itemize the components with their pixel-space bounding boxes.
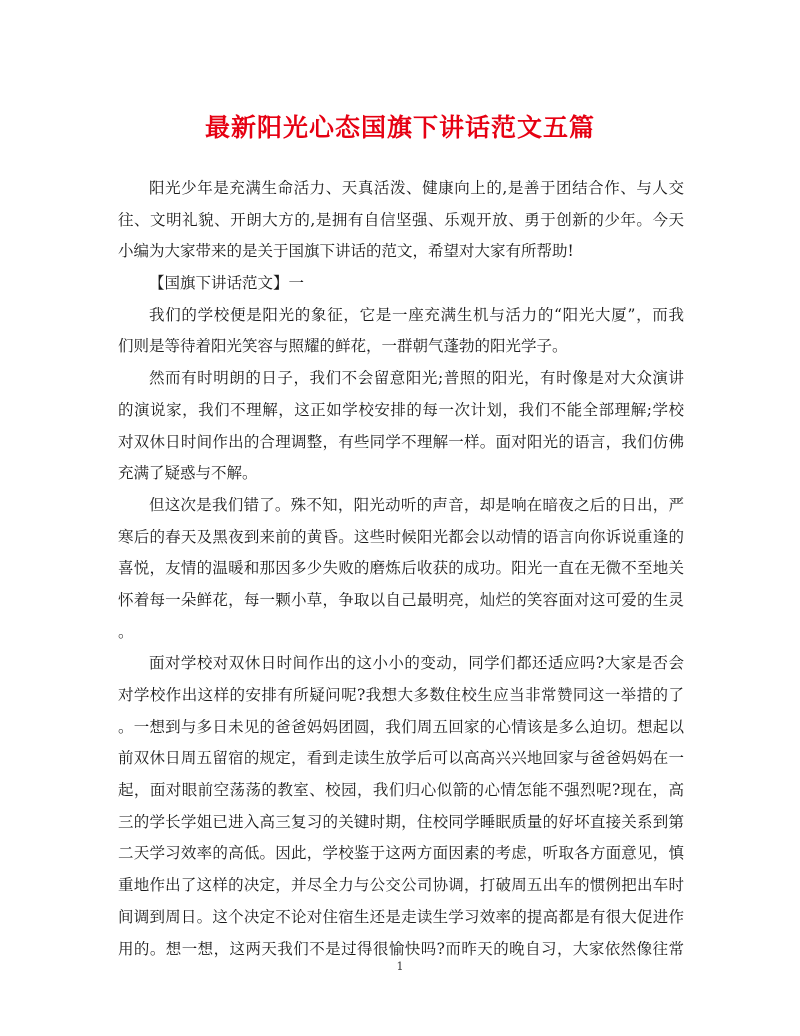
text-line: 对学校作出这样的安排有所疑问呢?我想大多数住校生应当非常赞同这一举措的了	[118, 686, 684, 704]
page-title: 最新阳光心态国旗下讲话范文五篇	[204, 113, 595, 142]
text-line: 【国旗下讲话范文】一	[149, 274, 305, 293]
text-line: 前双休日周五留宿的规定，看到走读生放学后可以高高兴兴地回家与爸爸妈妈在一	[118, 749, 684, 768]
text-line: 小编为大家带来的是关于国旗下讲话的范文，希望对大家有所帮助!	[118, 242, 574, 261]
text-line: 然而有时明朗的日子，我们不会留意阳光;普照的阳光，有时像是对大众演讲	[149, 369, 684, 388]
text-line: 充满了疑惑与不解。	[118, 464, 258, 483]
text-line: 们则是等待着阳光笑容与照耀的鲜花，一群朝气蓬勃的阳光学子。	[118, 337, 568, 356]
text-line: 用的。想一想，这两天我们不是过得很愉快吗?而昨天的晚自习，大家依然像往常	[118, 939, 684, 958]
text-line: 喜悦，友情的温暖和那因多少失败的磨炼后收获的成功。阳光一直在无微不至地关	[118, 559, 684, 578]
text-line: 寒后的春天及黑夜到来前的黄昏。这些时候阳光都会以动情的语言向你诉说重逢的	[118, 527, 684, 546]
text-line: 间调到周日。这个决定不论对住宿生还是走读生学习效率的提高都是有很大促进作	[118, 907, 684, 926]
document-body	[118, 173, 684, 965]
page-number: 1	[396, 960, 404, 973]
text-line: 的演说家，我们不理解，这正如学校安排的每一次计划，我们不能全部理解;学校	[118, 400, 684, 419]
text-line: 我们的学校便是阳光的象征，它是一座充满生机与活力的“阳光大厦”，而我	[149, 305, 684, 324]
text-line: 二天学习效率的高低。因此，学校鉴于这两方面因素的考虑，听取各方面意见，慎	[118, 844, 684, 863]
text-line: 往、文明礼貌、开朗大方的,是拥有自信坚强、乐观开放、勇于创新的少年。今天	[118, 210, 684, 229]
text-line: 对双休日时间作出的合理调整，有些同学不理解一样。面对阳光的语言，我们仿佛	[118, 432, 684, 451]
text-line: 但这次是我们错了。殊不知，阳光动听的声音，却是响在暗夜之后的日出，严	[149, 495, 684, 514]
text-line: 重地作出了这样的决定，并尽全力与公交公司协调，打破周五出车的惯例把出车时	[118, 876, 684, 895]
text-line: 三的学长学姐已进入高三复习的关键时期，住校同学睡眠质量的好坏直接关系到第	[118, 812, 684, 831]
text-line: 起，面对眼前空荡荡的教室、校园，我们归心似箭的心情怎能不强烈呢?现在，高	[118, 781, 684, 800]
text-line: 。一想到与多日未见的爸爸妈妈团圆，我们周五回家的心情该是多么迫切。想起以	[118, 717, 684, 736]
text-line: 阳光少年是充满生命活力、天真活泼、健康向上的,是善于团结合作、与人交	[149, 179, 684, 197]
text-line: 面对学校对双休日时间作出的这小小的变动，同学们都还适应吗?大家是否会	[149, 654, 684, 673]
text-line: 。	[118, 622, 134, 641]
text-line: 怀着每一朵鲜花，每一颗小草，争取以自己最明亮，灿烂的笑容面对这可爱的生灵	[118, 590, 684, 609]
